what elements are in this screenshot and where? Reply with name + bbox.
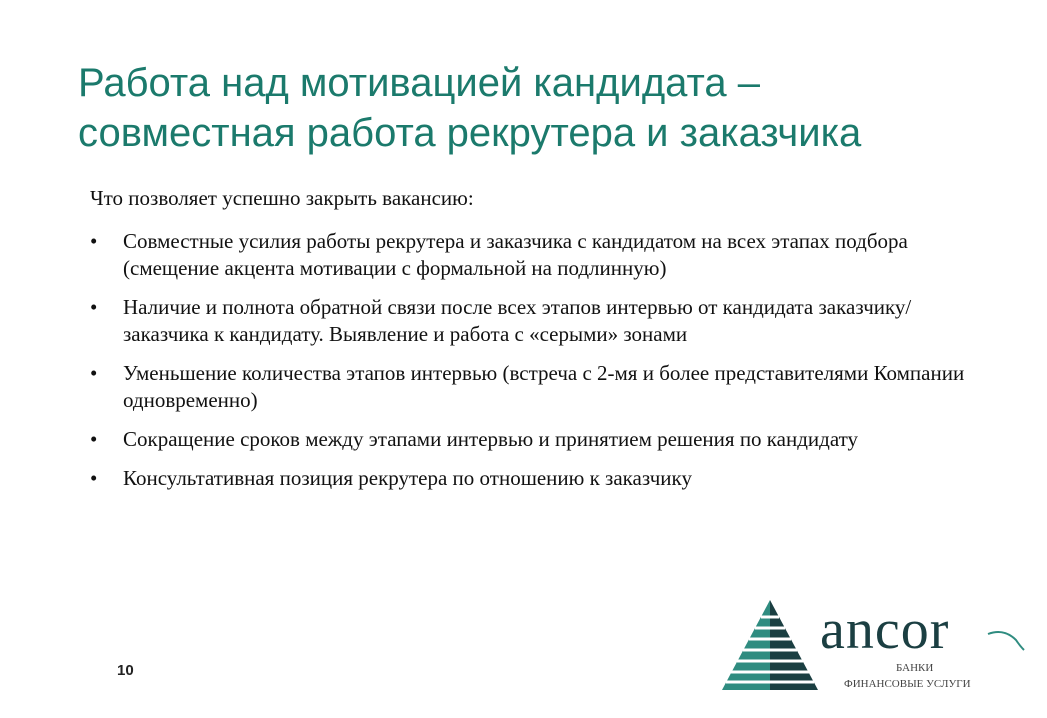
intro-text: Что позволяет успешно закрыть вакансию: xyxy=(90,186,474,210)
bullet-text: Сокращение сроков между этапами интервью и принятием решения по кандидату xyxy=(123,427,859,451)
bullet-dot: • xyxy=(90,466,98,490)
bullet-item xyxy=(90,228,980,282)
bullet-item xyxy=(90,465,980,492)
bullet-text: Наличие и полнота обратной связи после всех этапов интервью от кандидата заказчику/ заказчика к кандидату. Выявление и работа с «серыми» зонами xyxy=(123,295,912,346)
ancor-logo xyxy=(720,598,1030,698)
bullet-dot: • xyxy=(90,361,98,385)
bullet-item xyxy=(90,360,980,414)
slide-title xyxy=(78,58,1018,158)
bullet-text: Уменьшение количества этапов интервью (встреча с 2-мя и более представителями Компании одновременно) xyxy=(123,361,965,412)
logo-swoosh-icon xyxy=(986,626,1026,656)
slide-title-line-1: Работа над мотивацией кандидата – xyxy=(78,61,761,105)
bullet-dot: • xyxy=(90,229,98,253)
slide-title-line-2: совместная работа рекрутера и заказчика xyxy=(78,111,862,155)
bullet-text: Консультативная позиция рекрутера по отношению к заказчику xyxy=(123,466,692,490)
bullet-list xyxy=(90,228,980,504)
pyramid-logo-icon xyxy=(720,598,820,698)
bullet-item xyxy=(90,426,980,453)
logo-subtitle-1: БАНКИ xyxy=(896,662,934,674)
bullet-dot: • xyxy=(90,427,98,451)
logo-wordmark: ancor xyxy=(820,599,950,661)
bullet-dot: • xyxy=(90,295,98,319)
bullet-item xyxy=(90,294,980,348)
bullet-text: Совместные усилия работы рекрутера и заказчика с кандидатом на всех этапах подбора (смещение акцента мотивации с формальной на подлинную) xyxy=(123,229,908,280)
page-number: 10 xyxy=(117,662,134,679)
logo-subtitle-2: ФИНАНСОВЫЕ УСЛУГИ xyxy=(844,678,971,690)
